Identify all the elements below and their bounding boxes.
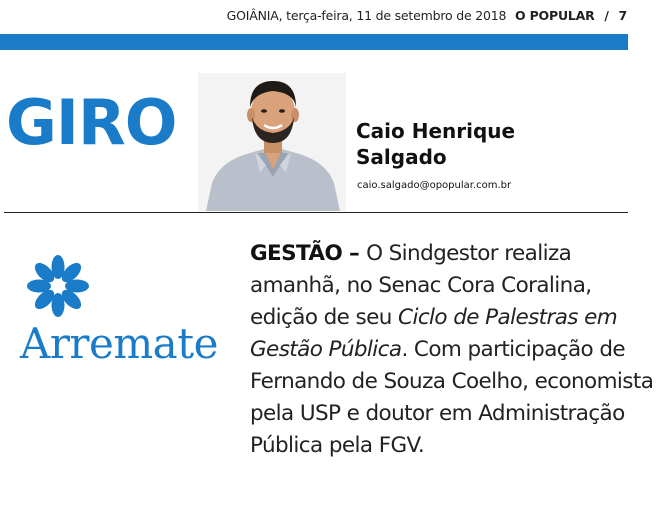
page-number: 7 <box>618 8 627 23</box>
author-email: caio.salgado@opopular.com.br <box>357 180 512 191</box>
column-section-name: GIRO <box>6 86 177 159</box>
article-lead: GESTÃO – <box>250 241 367 266</box>
author-photo <box>198 73 346 211</box>
article-italic-title: Ciclo de Palestras em Gestão Pública <box>250 305 618 362</box>
asterisk-flower-icon <box>24 252 92 320</box>
newspaper-name: O POPULAR <box>515 8 595 23</box>
article-text-before: O Sindgestor realiza amanhã, no Senac Cora Coralina, edição de seu <box>250 241 592 330</box>
arremate-logo-wordmark: Arremate <box>20 319 218 368</box>
article-text-after: . Com participação de Fernando de Souza Coelho, economista pela USP e doutor em Administração Pública pela FGV. <box>250 337 654 458</box>
author-portrait-image <box>198 73 346 211</box>
article-body <box>250 238 660 462</box>
header-color-bar <box>0 34 628 50</box>
dateline: GOIÂNIA, terça-feira, 11 de setembro de 2018 <box>226 8 507 23</box>
header-separator: / <box>604 8 609 23</box>
page-header <box>227 8 627 23</box>
header-rule <box>4 212 628 213</box>
author-name: Caio Henrique Salgado <box>356 119 516 169</box>
